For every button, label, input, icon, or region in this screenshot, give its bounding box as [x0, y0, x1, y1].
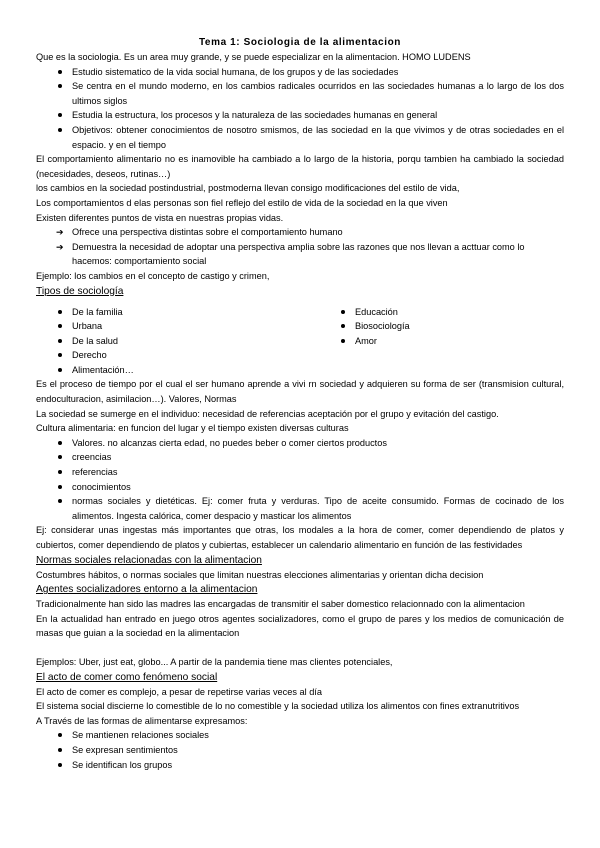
paragraph: El acto de comer es complejo, a pesar de repetirse varias veces al día — [36, 686, 322, 697]
list-item: Se identifican los grupos — [36, 758, 564, 773]
paragraph: Costumbres hábitos, o normas sociales que limitan nuestras elecciones alimentarias y orientan dicha decision — [36, 569, 484, 580]
tipos-list-right — [319, 305, 564, 378]
paragraph: los cambios en la sociedad postindustrial, postmoderna llevan consigo modificaciones del estilo de vida, — [36, 183, 460, 194]
list-item: Educación — [319, 305, 564, 320]
expresamos-bullet-list — [36, 728, 564, 772]
tipos-list-left — [36, 305, 319, 378]
arrow-item-text: Demuestra la necesidad de adoptar una perspectiva amplia sobre las razones que nos llevan a acttuar como lo hacemos: comportamiento social — [72, 241, 525, 267]
list-item: Valores. no alcanzas cierta edad, no puedes beber o comer ciertos productos — [36, 436, 564, 451]
list-item: conocimientos — [36, 480, 564, 495]
blank-line — [36, 641, 564, 655]
paragraph: Tradicionalmente han sido las madres las encargadas de transmitir el saber domestico relacionnado con la alimentacion — [36, 599, 525, 610]
cultura-bullet-list — [36, 436, 564, 524]
paragraph: Existen diferentes puntos de vista en nuestras propias vidas. — [36, 212, 284, 223]
list-item: Estudio sistematico de la vida social humana, de los grupos y de las sociedades — [36, 65, 564, 80]
section-heading-normas: Normas sociales relacionadas con la alimentacion — [36, 554, 262, 566]
arrow-item-text: Ofrece una perspectiva distintas sobre el comportamiento humano — [72, 227, 343, 238]
list-item: Amor — [319, 334, 564, 349]
list-item: Urbana — [36, 319, 319, 334]
paragraph: Ej: considerar unas ingestas más importantes que otras, los modales a la hora de comer, comer dependiendo de platos y cubiertos, comer dependiendo de platos y cubiertas, establecer un calendario alimentario en función de las festividades — [36, 525, 564, 550]
list-item: Estudia la estructura, los procesos y la naturaleza de las sociedades humanas en general — [36, 108, 564, 123]
arrow-right-icon: ➔ — [56, 227, 64, 238]
paragraph: Cultura alimentaria: en funcion del lugar y el tiempo existen diversas culturas — [36, 423, 349, 434]
paragraph: El comportamiento alimentario no es inamovible ha cambiado a lo largo de la historia, porqu tambien ha cambiado la sociedad (necesidades, deseos, rutinas…) — [36, 154, 564, 179]
arrow-item — [36, 240, 564, 269]
list-item: Se centra en el mundo moderno, en los cambios radicales ocurridos en las sociedades humanas a lo largo de los dos ultimos siglos — [36, 79, 564, 108]
paragraph: Los comportamientos d elas personas son fiel reflejo del estilo de vida de la sociedad en la que viven — [36, 197, 448, 208]
list-item: De la familia — [36, 305, 319, 320]
list-item: creencias — [36, 450, 564, 465]
paragraph: Ejemplo: los cambios en el concepto de castigo y crimen, — [36, 270, 270, 281]
intro-paragraph: Que es la sociologia. Es un area muy grande, y se puede especializar en la alimentacion. HOMO LUDENS — [36, 52, 471, 62]
list-item: Derecho — [36, 348, 319, 363]
paragraph: La sociedad se sumerge en el individuo: necesidad de referencias aceptación por el grupo y evitación del castigo. — [36, 408, 499, 419]
paragraph: Ejemplos: Uber, just eat, globo... A partir de la pandemia tiene mas clientes potenciales, — [36, 656, 393, 667]
paragraph: A Través de las formas de alimentarse expresamos: — [36, 715, 248, 726]
list-item: Objetivos: obtener conocimientos de nosotro smismos, de las sociedad en la que vivimos y de otras sociedades en el espacio. y en el tiempo — [36, 123, 564, 152]
paragraph: El sistema social discierne lo comestible de lo no comestible y la sociedad utiliza los alimentos con fines extranutritivos — [36, 701, 520, 712]
list-item: referencias — [36, 465, 564, 480]
list-item: Biosociología — [319, 319, 564, 334]
intro-bullet-list — [36, 65, 564, 153]
document-title: Tema 1: Sociologia de la alimentacion — [198, 37, 402, 48]
list-item: De la salud — [36, 334, 319, 349]
section-heading-agentes: Agentes socializadores entorno a la alimentacion — [36, 584, 258, 596]
paragraph: Es el proceso de tiempo por el cual el ser humano aprende a vivi rn sociedad y adquieren su forma de ser (transmision cultural, endoculturacion, asimilacion…). Valores, Normas — [36, 379, 564, 405]
arrow-right-icon: ➔ — [56, 241, 64, 252]
list-item: Se expresan sentimientos — [36, 743, 564, 758]
list-item: Se mantienen relaciones sociales — [36, 728, 564, 743]
arrow-list — [36, 225, 564, 269]
paragraph: En la actualidad han entrado en juego otros agentes socializadores, como el grupo de pares y los medios de comunicación de masas que guian a la sociedad en la alimentacion — [36, 613, 564, 639]
arrow-item — [36, 225, 564, 240]
section-heading-tipos: Tipos de sociología — [36, 285, 124, 297]
list-item: normas sociales y dietéticas. Ej: comer fruta y verduras. Tipo de aceite consumido. Formas de cocinado de los alimentos. Ingesta calórica, comer despacio y masticar los alimentos — [36, 494, 564, 523]
tipos-columns — [36, 305, 564, 378]
section-heading-acto: El acto de comer como fenómeno social — [36, 671, 218, 683]
list-item: Alimentación… — [36, 363, 319, 378]
